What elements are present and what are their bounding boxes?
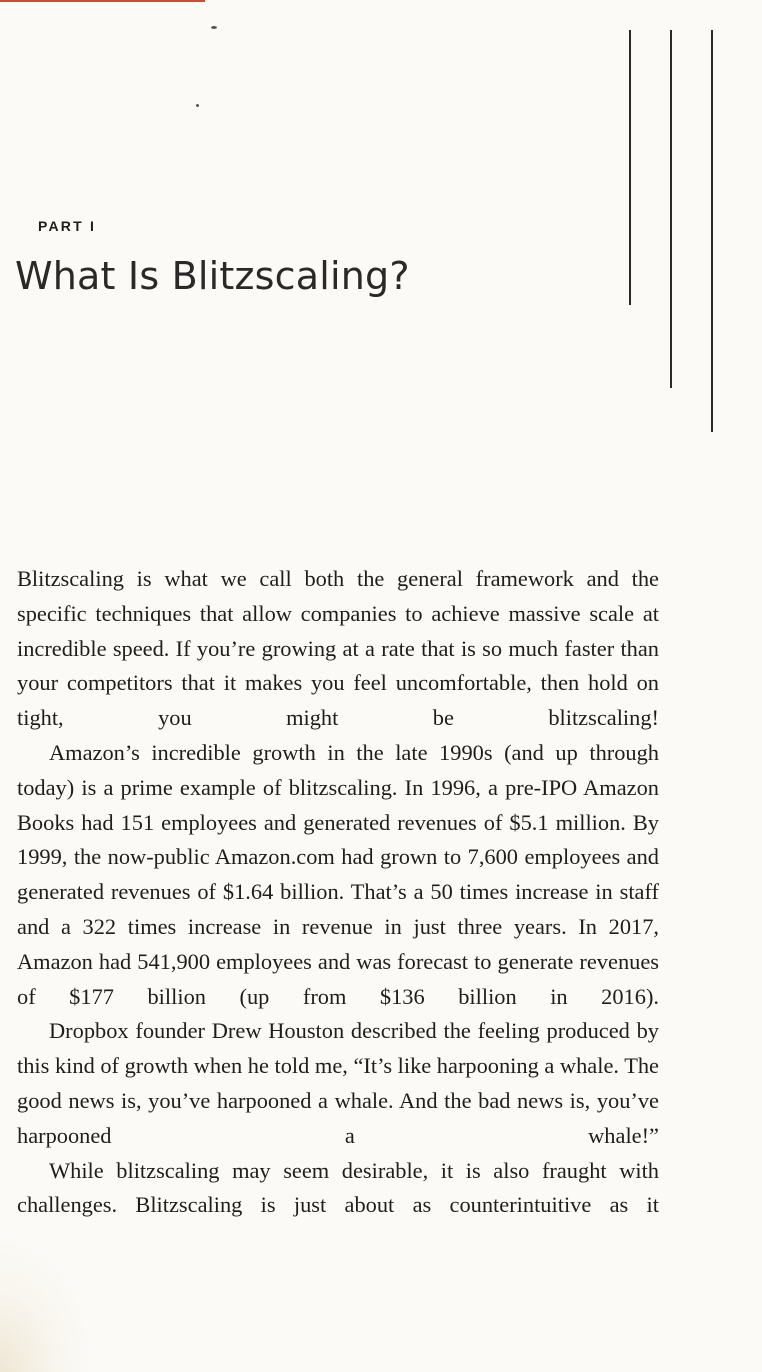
paragraph: Dropbox founder Drew Houston described the feeling produced by this kind of growth when he told me, “It’s like harpooning a whale. The good news is, you’ve harpooned a whale. And the bad news is, you’ve harpooned a whale!”: [17, 1018, 659, 1148]
paragraph: Amazon’s incredible growth in the late 1990s (and up through today) is a prime example of blitzscaling. In 1996, a pre-IPO Amazon Books had 151 employees and generated revenues of $5.1 million. By 1999, the now-public Amazon.com had grown to 7,600 employees and generated revenues of $1.64 billion. That’s a 50 times increase in staff and a 322 times increase in revenue in just three years. In 2017, Amazon had 541,900 employees and was forecast to generate revenues of $177 billion (up from $136 billion in 2016).: [17, 739, 659, 1009]
decorative-rule: [670, 30, 672, 388]
print-speck: [196, 104, 199, 107]
decorative-rule: [711, 30, 713, 432]
body-text: [17, 562, 659, 1223]
print-speck: [211, 26, 217, 29]
paper-stain: [0, 1242, 90, 1372]
page-edge-marking: [0, 0, 205, 2]
paragraph: While blitzscaling may seem desirable, it is also fraught with challenges. Blitzscaling is just about as counterintuitive as it: [17, 1157, 659, 1218]
chapter-title: What Is Blitzscaling?: [15, 254, 410, 298]
decorative-rule: [629, 30, 631, 305]
paragraph: Blitzscaling is what we call both the general framework and the specific techniques that allow companies to achieve massive scale at incredible speed. If you’re growing at a rate that is so much faster than your competitors that it makes you feel uncomfortable, then hold on tight, you might be blitzscaling!: [17, 566, 659, 731]
part-label: PART I: [38, 218, 97, 234]
